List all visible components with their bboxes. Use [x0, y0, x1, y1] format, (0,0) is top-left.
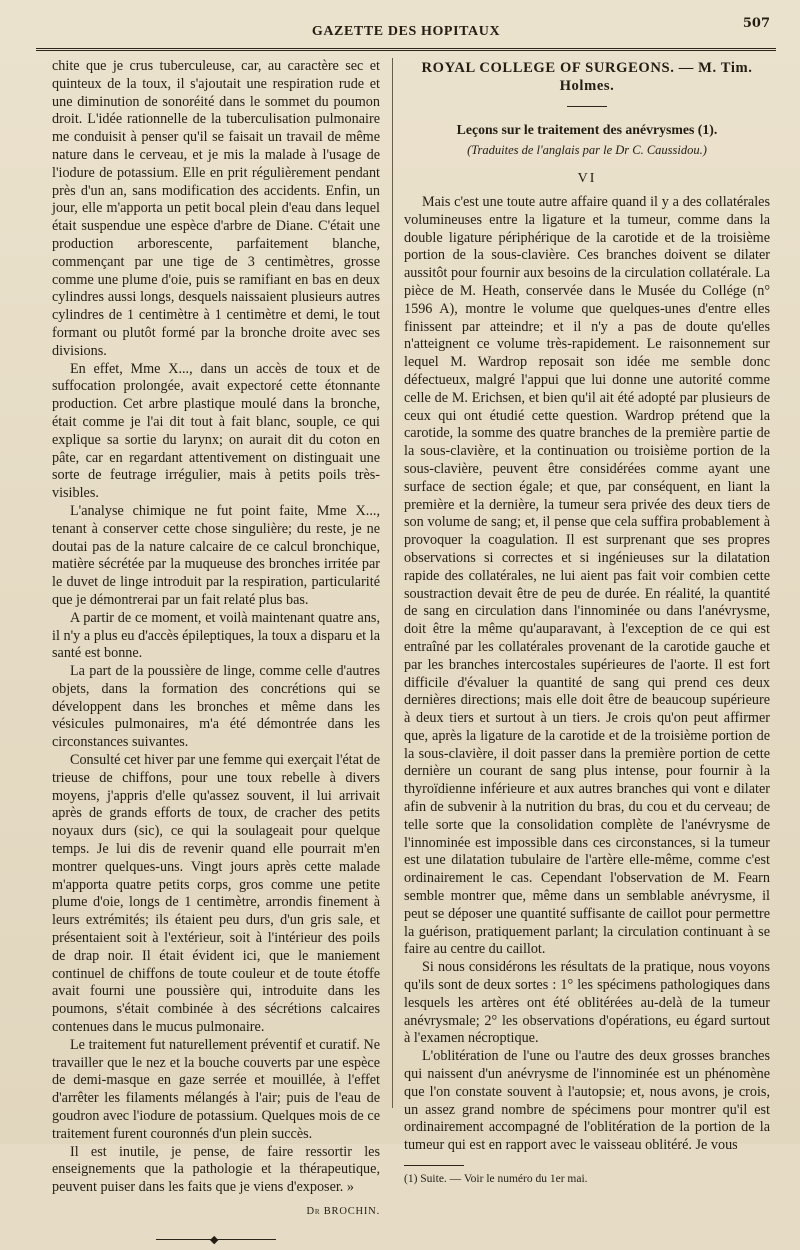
author-signature: Dr BROCHIN. — [306, 1206, 380, 1217]
paragraph: En effet, Mme X..., dans un accès de toux et de suffocation prolongée, avait expectoré cette étonnante production. Cet arbre plastique moulé dans la bronche, était comme je l'ai dit tout à fait blanc, souple, ce qui explique sa sortie du larynx; on aurait dit du coton en pâte, car en regardant attentivement on distinguait une sorte de feutrage irrégulier, mais à petits poils très-visibles. — [52, 360, 380, 502]
page-header — [36, 16, 776, 46]
paragraph: L'analyse chimique ne fut point faite, Mme X..., tenant à conserver cette chose singulière; du reste, je ne doutai pas de la nature calcaire de ce calcul bronchique, matière sécrétée par la muqueuse des bronches irritée par le duvet de linge introduit par la respiration, particularité que je démontrerai par un fait relaté plus bas. — [52, 502, 380, 608]
paragraph: chite que je crus tuberculeuse, car, au caractère sec et quinteux de la toux, il s'ajoutait une respiration rude et une diminution de sonoréité dans le sommet du poumon droit. L'idée rationnelle de la tuberculisation pulmonaire me conduisit à penser qu'il se faisait un travail de même nature dans le cerveau, et je mis la malade à l'usage de l'iodure de potassium. Elle en prit régulièrement pendant près d'un an, sans modification des accidents. Enfin, un jour, elle m'apporta un petit bocal plein d'eau dans lequel était suspendue une espèce d'arbre de Diane. C'était une production arborescente, parfaitement blanche, commençant par une tige de 3 centimètres, grosse comme une plume d'oie, puis se ramifiant en bas en deux cylindres aussi longs, desquels naissaient plusieurs autres cylindres de 1 centimètre à 1 centimètre et demi, le tout formant ou plutôt formé par la bronche droite avec ses divisions. — [52, 58, 380, 359]
paragraph: La part de la poussière de linge, comme celle d'autres objets, dans la formation des concrétions qui se développent dans les bronches et même dans les vésicules pulmonaires, m'a été démontrée dans les circonstances suivantes. — [52, 663, 380, 751]
chapter-number: VI — [577, 171, 597, 187]
title-rule — [567, 106, 607, 107]
paragraph: Le traitement fut naturellement préventif et curatif. Ne travailler que le nez et la bouche couverts par une espèce de demi-masque en gaze serrée et mouillée, à l'effet d'arrêter les filaments mélangés à l'air; puis de l'eau de goudron avec l'iodure de potassium. Quelques mois de ce traitement furent couronnés d'un plein succès. — [52, 1036, 380, 1142]
paragraph: Mais c'est une toute autre affaire quand il y a des collatérales volumineuses entre la ligature et la tumeur, comme dans la double ligature périphérique de la carotide et de la troisième portion de la sous-clavière. Ces branches doivent se dilater aussitôt pour fournir aux besoins de la circulation collatérale. La pièce de M. Heath, conservée dans le Musée du Collége (n° 1596 A), montre le volume que quelques-unes d'entre elles finissent par atteindre; et il n'y a pas de doute qu'elles n'atteignent ce volume très-rapidement. Le raisonnement sur lequel M. Wardrop reposait son idée me semble donc défectueux, malgré l'appui que lui donne une autorité comme celle de M. Erichsen, et bien qu'il ait été adopté par plusieurs de ceux qui ont étudié cette question. Wardrop prétend que la carotide, la somme des quatre branches de la première partie de la sous-clavière, et la continuation ou troisième portion de la sous-clavière, peuvent être considérées comme ayant une surface de section égale; et que, par conséquent, en liant la première et la dernière, la tumeur sera privée des deux tiers de son volume de sang; et, il pense que cela suffira probablement à provoquer la coagulation. Il est surprenant que ses propres observations si correctes et si ingénieuses sur la dilatation rapide des collatérales, ne lui aient pas fait voir combien cette soustraction devait être de peu de durée. En réalité, la quantité de sang en circulation dans l'innominée ou dans l'anévrysme, doit être la même qu'auparavant, à l'exception de ce qui est entraîné par les collatérales provenant de la carotide gauche et par les branches intercostales supérieures de l'aorte. Il est fort difficile d'évaluer la quantité de sang qui prend ces deux dernières directions; mais elle doit être de beaucoup supérieure à deux tiers et surtout à un tiers. Je crois qu'on peut affirmer que, après la ligature de la carotide et de la troisième portion de la sous-clavière, il doit passer dans la première portion de cette dernière un courant de sang plus intense, pour fournir à la thyroïdienne inférieure et aux autres branches qui vont e dilater afin de subvenir à la nutrition du bras, du cou et du cerveau; de telle sorte que la consolidation complète de l'anévrysme de l'innominée est impossible dans ces circonstances, si la tumeur est une dilatation tubulaire de l'artère elle-même, comme c'est ordinairement le cas. Cependant l'observation de M. Fearn semble montrer que, même dans un semblable anévrysme, il peut se déposer une quantité suffisante de caillot pour permettre la guérison, pratiquement parlant; la circulation continuant à se faire au centre du caillot. — [404, 193, 770, 958]
right-column — [404, 58, 770, 1186]
journal-title: GAZETTE DES HOPITAUX — [311, 24, 501, 39]
paragraph: A partir de ce moment, et voilà maintenant quatre ans, il n'y a plus eu d'accès épileptiques, la toux a disparu et la santé est bonne. — [52, 609, 380, 662]
ornament-glyph: ◆ — [210, 1233, 219, 1246]
translator-note: (Traduites de l'anglais par le Dr C. Caussidou.) — [467, 143, 707, 158]
footnote-rule — [404, 1165, 464, 1166]
section-title: ROYAL COLLEGE OF SURGEONS. — M. Tim. Holmes. — [421, 60, 753, 94]
column-divider — [392, 58, 393, 1108]
left-column — [52, 58, 380, 1246]
paragraph: Il est inutile, je pense, de faire ressortir les enseignements que la pathologie et la thérapeutique, peuvent puiser dans les faits que je viens d'exposer. » — [52, 1143, 380, 1196]
page-number: 507 — [742, 16, 770, 31]
article-subtitle: Leçons sur le traitement des anévrysmes (1). — [456, 121, 718, 137]
paragraph: L'oblitération de l'une ou l'autre des deux grosses branches qui naissent d'un anévrysme de l'innominée est un phénomène que l'on constate souvent à l'autopsie; et, nous avons, je crois, un assez grand nombre de spécimens pour montrer qu'il est ordinairement accompagné de l'oblitération de la portion de la tumeur qui est en rapport avec le vaisseau oblitéré. Je vous — [404, 1048, 770, 1154]
paragraph: Consulté cet hiver par une femme qui exerçait l'état de trieuse de chiffons, pour une toux rebelle à divers moyens, j'appris d'elle qu'assez souvent, il lui arrivait après de grands efforts de toux, de cracher des petits noyaux durs (sic), ce qui la soulageait pour quelque temps. Je lui dis de revenir quand elle pourrait m'en montrer quelques-uns. Vingt jours après cette malade m'apporta quatre petits corps, gros comme une petite plume d'oie, longs de 1 centimètre, arrondis finement à leurs extrémités; ils étaient peu durs, d'un gris sale, et présentaient soit à l'extérieur, soit à l'intérieur des poils de drap noir. Il était évident ici, que le maniement continuel de chiffons de toute couleur et de toute étoffe avait fourni une poussière qui, introduite dans les poumons, s'était combinée à des sécrétions calcaires contenues dans le mucus pulmonaire. — [52, 752, 380, 1036]
header-rule — [36, 48, 776, 51]
footnote: (1) Suite. — Voir le numéro du 1er mai. — [404, 1173, 588, 1186]
section-end-ornament — [156, 1235, 276, 1245]
paragraph: Si nous considérons les résultats de la pratique, nous voyons qu'ils sont de deux sortes : 1° les spécimens pathologiques dans lesquels les artères ont été oblitérées au-delà de la tumeur anévrysmale; 2° les observations d'opérations, eu égard surtout à l'examen nécroptique. — [404, 959, 770, 1047]
